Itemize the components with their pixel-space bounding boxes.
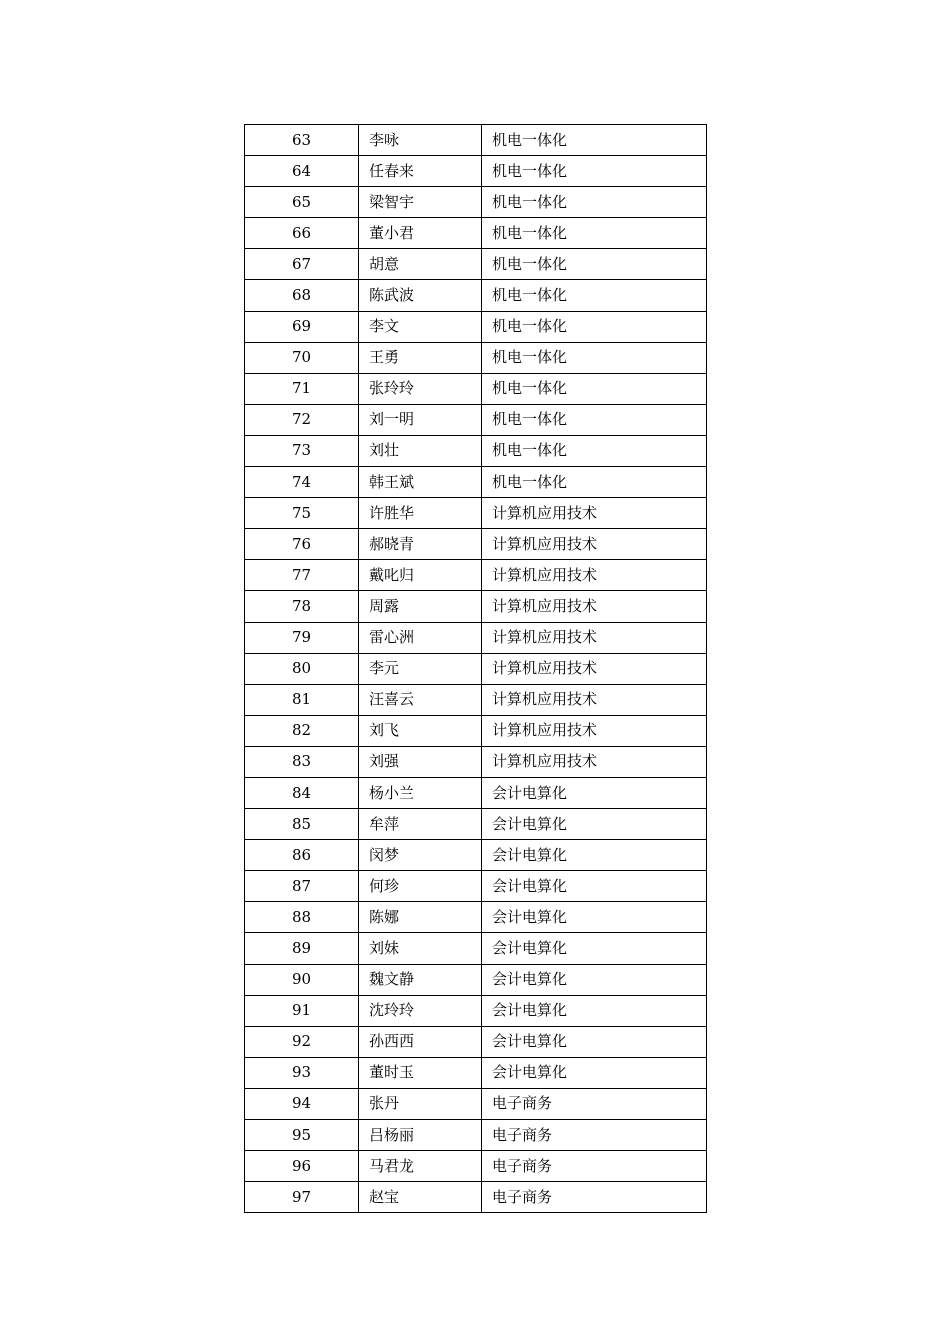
- row-number-cell: 92: [245, 1026, 359, 1057]
- major-cell: 机电一体化: [482, 249, 707, 280]
- major-cell: 计算机应用技术: [482, 591, 707, 622]
- row-number-cell: 64: [245, 156, 359, 187]
- table-row: [245, 373, 707, 404]
- row-number-cell: 66: [245, 218, 359, 249]
- row-number-cell: 88: [245, 902, 359, 933]
- table-row: [245, 902, 707, 933]
- table-row: [245, 529, 707, 560]
- row-number-cell: 93: [245, 1057, 359, 1088]
- row-number-cell: 94: [245, 1088, 359, 1119]
- table-row: [245, 560, 707, 591]
- table-row: [245, 933, 707, 964]
- major-cell: 会计电算化: [482, 840, 707, 871]
- table-row: [245, 622, 707, 653]
- student-name-cell: 赵宝: [359, 1182, 482, 1213]
- major-cell: 计算机应用技术: [482, 560, 707, 591]
- table-row: [245, 311, 707, 342]
- row-number-cell: 77: [245, 560, 359, 591]
- table-row: [245, 249, 707, 280]
- row-number-cell: 67: [245, 249, 359, 280]
- table-row: [245, 809, 707, 840]
- major-cell: 电子商务: [482, 1151, 707, 1182]
- student-name-cell: 牟萍: [359, 809, 482, 840]
- table-row: [245, 280, 707, 311]
- row-number-cell: 83: [245, 746, 359, 777]
- row-number-cell: 95: [245, 1120, 359, 1151]
- row-number-cell: 81: [245, 684, 359, 715]
- major-cell: 会计电算化: [482, 964, 707, 995]
- major-cell: 机电一体化: [482, 467, 707, 498]
- major-cell: 计算机应用技术: [482, 498, 707, 529]
- student-name-cell: 陈武波: [359, 280, 482, 311]
- student-name-cell: 马君龙: [359, 1151, 482, 1182]
- major-cell: 电子商务: [482, 1088, 707, 1119]
- student-name-cell: 刘妹: [359, 933, 482, 964]
- row-number-cell: 75: [245, 498, 359, 529]
- table-row: [245, 715, 707, 746]
- student-name-cell: 吕杨丽: [359, 1120, 482, 1151]
- table-row: [245, 1088, 707, 1119]
- table-row: [245, 684, 707, 715]
- student-name-cell: 刘飞: [359, 715, 482, 746]
- major-cell: 计算机应用技术: [482, 653, 707, 684]
- row-number-cell: 76: [245, 529, 359, 560]
- student-name-cell: 董时玉: [359, 1057, 482, 1088]
- table-row: [245, 746, 707, 777]
- table-row: [245, 156, 707, 187]
- student-name-cell: 陈娜: [359, 902, 482, 933]
- table-row: [245, 840, 707, 871]
- major-cell: 会计电算化: [482, 902, 707, 933]
- table-row: [245, 995, 707, 1026]
- roster-table-body: [245, 125, 707, 1213]
- student-name-cell: 闵梦: [359, 840, 482, 871]
- student-name-cell: 张玲玲: [359, 373, 482, 404]
- table-row: [245, 1057, 707, 1088]
- table-row: [245, 964, 707, 995]
- major-cell: 机电一体化: [482, 342, 707, 373]
- major-cell: 会计电算化: [482, 871, 707, 902]
- table-row: [245, 435, 707, 466]
- student-name-cell: 周露: [359, 591, 482, 622]
- student-roster-table: [244, 124, 707, 1213]
- row-number-cell: 80: [245, 653, 359, 684]
- table-row: [245, 342, 707, 373]
- student-name-cell: 郝晓青: [359, 529, 482, 560]
- student-name-cell: 何珍: [359, 871, 482, 902]
- row-number-cell: 69: [245, 311, 359, 342]
- table-row: [245, 125, 707, 156]
- student-name-cell: 韩王斌: [359, 467, 482, 498]
- row-number-cell: 79: [245, 622, 359, 653]
- student-name-cell: 魏文静: [359, 964, 482, 995]
- table-row: [245, 404, 707, 435]
- student-name-cell: 刘壮: [359, 435, 482, 466]
- row-number-cell: 89: [245, 933, 359, 964]
- row-number-cell: 72: [245, 404, 359, 435]
- row-number-cell: 85: [245, 809, 359, 840]
- student-name-cell: 孙西西: [359, 1026, 482, 1057]
- table-row: [245, 1120, 707, 1151]
- row-number-cell: 96: [245, 1151, 359, 1182]
- student-name-cell: 沈玲玲: [359, 995, 482, 1026]
- major-cell: 机电一体化: [482, 218, 707, 249]
- table-row: [245, 653, 707, 684]
- student-name-cell: 张丹: [359, 1088, 482, 1119]
- student-name-cell: 杨小兰: [359, 777, 482, 808]
- major-cell: 电子商务: [482, 1120, 707, 1151]
- row-number-cell: 63: [245, 125, 359, 156]
- major-cell: 机电一体化: [482, 156, 707, 187]
- major-cell: 会计电算化: [482, 1026, 707, 1057]
- major-cell: 机电一体化: [482, 435, 707, 466]
- major-cell: 机电一体化: [482, 311, 707, 342]
- major-cell: 计算机应用技术: [482, 715, 707, 746]
- student-name-cell: 董小君: [359, 218, 482, 249]
- row-number-cell: 68: [245, 280, 359, 311]
- row-number-cell: 71: [245, 373, 359, 404]
- major-cell: 会计电算化: [482, 809, 707, 840]
- table-row: [245, 218, 707, 249]
- major-cell: 计算机应用技术: [482, 684, 707, 715]
- student-name-cell: 胡意: [359, 249, 482, 280]
- table-row: [245, 467, 707, 498]
- row-number-cell: 65: [245, 187, 359, 218]
- major-cell: 计算机应用技术: [482, 529, 707, 560]
- major-cell: 会计电算化: [482, 995, 707, 1026]
- table-row: [245, 498, 707, 529]
- student-name-cell: 汪喜云: [359, 684, 482, 715]
- row-number-cell: 74: [245, 467, 359, 498]
- row-number-cell: 70: [245, 342, 359, 373]
- student-name-cell: 任春来: [359, 156, 482, 187]
- student-name-cell: 李咏: [359, 125, 482, 156]
- table-row: [245, 591, 707, 622]
- major-cell: 机电一体化: [482, 125, 707, 156]
- major-cell: 机电一体化: [482, 187, 707, 218]
- table-row: [245, 187, 707, 218]
- row-number-cell: 90: [245, 964, 359, 995]
- major-cell: 计算机应用技术: [482, 746, 707, 777]
- major-cell: 会计电算化: [482, 1057, 707, 1088]
- row-number-cell: 86: [245, 840, 359, 871]
- student-name-cell: 李元: [359, 653, 482, 684]
- table-row: [245, 1182, 707, 1213]
- student-name-cell: 李文: [359, 311, 482, 342]
- table-row: [245, 871, 707, 902]
- student-name-cell: 戴叱归: [359, 560, 482, 591]
- major-cell: 计算机应用技术: [482, 622, 707, 653]
- major-cell: 会计电算化: [482, 933, 707, 964]
- row-number-cell: 73: [245, 435, 359, 466]
- student-name-cell: 许胜华: [359, 498, 482, 529]
- student-name-cell: 雷心洲: [359, 622, 482, 653]
- major-cell: 机电一体化: [482, 280, 707, 311]
- student-name-cell: 刘强: [359, 746, 482, 777]
- student-name-cell: 刘一明: [359, 404, 482, 435]
- row-number-cell: 82: [245, 715, 359, 746]
- table-row: [245, 1026, 707, 1057]
- major-cell: 机电一体化: [482, 404, 707, 435]
- major-cell: 会计电算化: [482, 777, 707, 808]
- table-row: [245, 1151, 707, 1182]
- major-cell: 机电一体化: [482, 373, 707, 404]
- row-number-cell: 78: [245, 591, 359, 622]
- row-number-cell: 87: [245, 871, 359, 902]
- table-row: [245, 777, 707, 808]
- row-number-cell: 91: [245, 995, 359, 1026]
- student-name-cell: 王勇: [359, 342, 482, 373]
- row-number-cell: 97: [245, 1182, 359, 1213]
- student-name-cell: 梁智宇: [359, 187, 482, 218]
- row-number-cell: 84: [245, 777, 359, 808]
- major-cell: 电子商务: [482, 1182, 707, 1213]
